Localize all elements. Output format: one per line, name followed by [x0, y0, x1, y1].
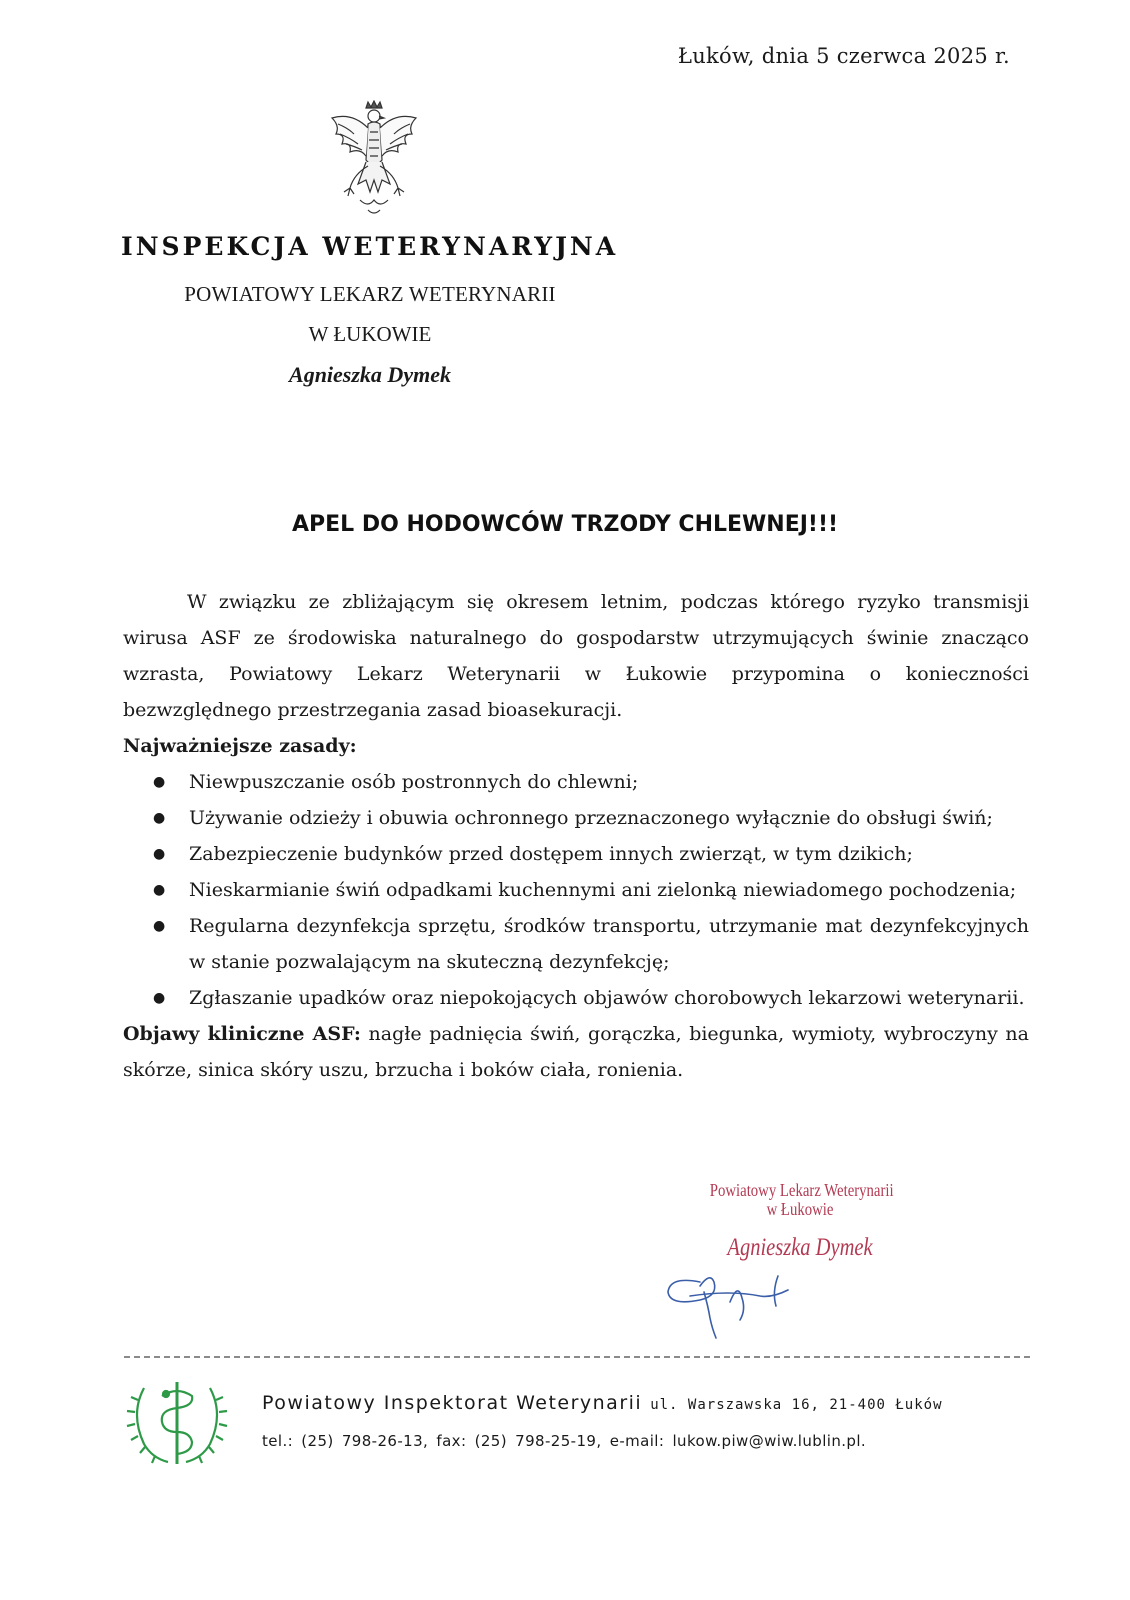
- bullet-icon: ●: [153, 990, 166, 1006]
- bullet-icon: ●: [153, 882, 166, 898]
- stamp-line-title: Powiatowy Lekarz Weterynarii: [709, 1180, 894, 1200]
- rules-list: [123, 764, 1029, 1016]
- institution-city: W ŁUKOWIE: [308, 322, 432, 346]
- list-item: ● Zgłaszanie upadków oraz niepokojących objawów chorobowych lekarzowi weterynarii.: [123, 980, 1029, 1016]
- official-stamp: [690, 1180, 910, 1262]
- symptoms-text: nagłe padnięcia świń, gorączka, biegunka, wymioty, wybroczyny na skórze, sinica skóry uszu, brzucha i boków ciała, ronienia.: [123, 1023, 1029, 1081]
- bullet-icon: ●: [153, 810, 166, 826]
- polish-eagle-emblem-icon: [324, 100, 424, 218]
- institution-officer-name: Agnieszka Dymek: [289, 362, 451, 387]
- stamp-line-name: Agnieszka Dymek: [727, 1234, 873, 1261]
- document-date: Łuków, dnia 5 czerwca 2025 r.: [677, 44, 1010, 68]
- footer-address: ul. Warszawska 16, 21-400 Łuków: [650, 1397, 943, 1413]
- footer-contact: tel.: (25) 798-26-13, fax: (25) 798-25-19, e-mail: lukow.piw@wiw.lublin.pl.: [262, 1432, 867, 1450]
- caduceus-laurel-logo-icon: [122, 1374, 232, 1470]
- institution-title: INSPEKCJA WETERYNARYJNA: [121, 232, 619, 261]
- handwritten-signature-icon: [660, 1262, 820, 1342]
- rules-label: Najważniejsze zasady:: [123, 735, 357, 757]
- bullet-icon: ●: [153, 846, 166, 862]
- footer-organization: [262, 1392, 943, 1414]
- footer-org-name: Powiatowy Inspektorat Weterynarii: [262, 1392, 643, 1414]
- intro-paragraph: W związku ze zbliżającym się okresem letnim, podczas którego ryzyko transmisji wirusa ASF ze środowiska naturalnego do gospodarstw utrzymujących świnie znacząco wzrasta, Powiatowy Lekarz Weterynarii w Łukowie przypomina o konieczności bezwzględnego przestrzegania zasad bioasekuracji.: [123, 591, 1029, 721]
- footer-divider: [124, 1356, 1030, 1358]
- list-item: ● Używanie odzieży i obuwia ochronnego przeznaczonego wyłącznie do obsługi świń;: [123, 800, 1029, 836]
- symptoms-label: Objawy kliniczne ASF:: [123, 1023, 361, 1045]
- appeal-heading: APEL DO HODOWCÓW TRZODY CHLEWNEJ!!!: [291, 512, 839, 537]
- document-body: [123, 584, 1029, 1088]
- symptoms-paragraph: [123, 1016, 1029, 1088]
- list-item: ● Regularna dezynfekcja sprzętu, środków transportu, utrzymanie mat dezynfekcyjnych w stanie pozwalającym na skuteczną dezynfekcję;: [123, 908, 1029, 980]
- list-item: ● Niewpuszczanie osób postronnych do chlewni;: [123, 764, 1029, 800]
- institution-subtitle: POWIATOWY LEKARZ WETERYNARII: [184, 282, 556, 306]
- bullet-icon: ●: [153, 918, 166, 934]
- stamp-line-city: w Łukowie: [766, 1199, 834, 1219]
- list-item: ● Nieskarmianie świń odpadkami kuchennymi ani zielonką niewiadomego pochodzenia;: [123, 872, 1029, 908]
- bullet-icon: ●: [153, 774, 166, 790]
- list-item: ● Zabezpieczenie budynków przed dostępem innych zwierząt, w tym dzikich;: [123, 836, 1029, 872]
